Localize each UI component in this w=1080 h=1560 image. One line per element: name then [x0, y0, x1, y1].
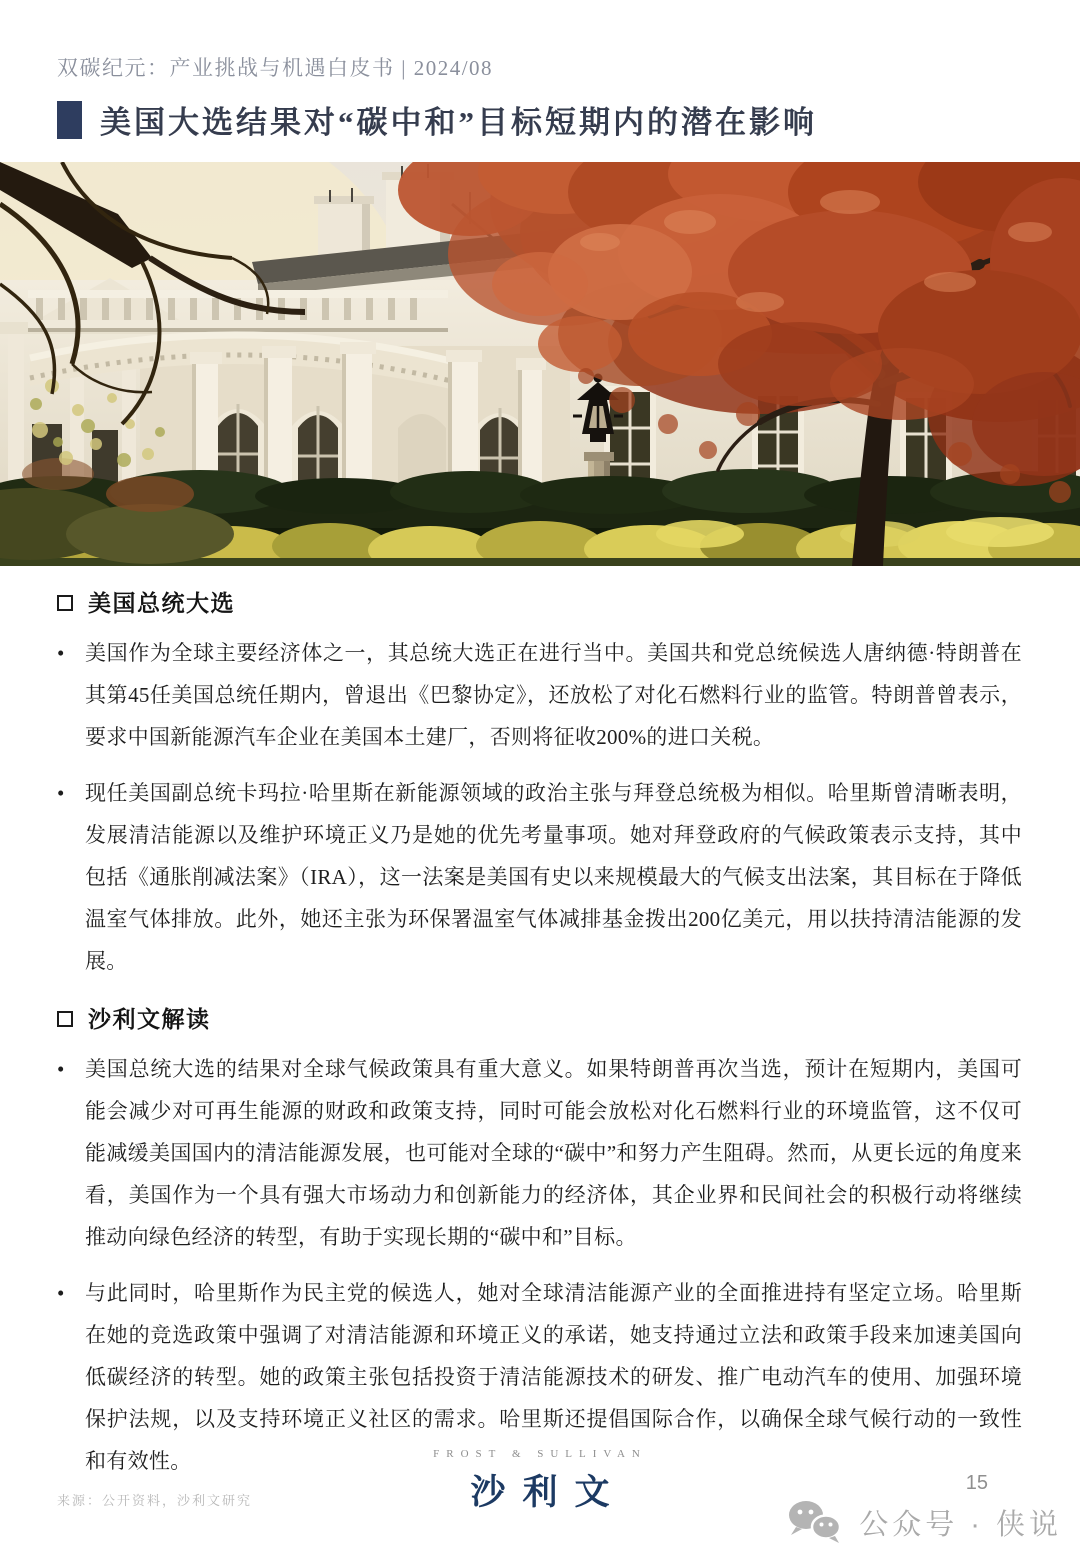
list-item [57, 772, 1022, 982]
doc-title-breadcrumb: 双碳纪元：产业挑战与机遇白皮书 | 2024/08 [57, 56, 494, 80]
page-number: 15 [965, 1472, 988, 1494]
section-heading-sullivan-insight [57, 1001, 1022, 1034]
paragraph: 与此同时，哈里斯作为民主党的候选人，她对全球清洁能源产业的全面推进持有坚定立场。哈里斯在她的竞选政策中强调了对清洁能源和环境正义的承诺，她支持通过立法和政策手段来加速美国向低碳经济的转型。她的政策主张包括投资于清洁能源技术的研发、推广电动汽车的使用、加强环境保护法规，以及支持环境正义社区的需求。哈里斯还提倡国际合作，以确保全球气候行动的一致性和有效性。 [85, 1281, 1022, 1473]
paragraph: 美国作为全球主要经济体之一，其总统大选正在进行当中。美国共和党总统候选人唐纳德·特朗普在其第45任美国总统任期内，曾退出《巴黎协定》，还放松了对化石燃料行业的监管。特朗普曾表示，要求中国新能源汽车企业在美国本土建厂，否则将征收200%的进口关税。 [85, 641, 1022, 749]
section-heading-us-election [57, 585, 1022, 618]
page-body [0, 585, 1080, 1482]
section-title: 美国总统大选 [88, 591, 235, 616]
page-title: 美国大选结果对“碳中和”目标短期内的潜在影响 [100, 105, 817, 140]
section-title: 沙利文解读 [88, 1007, 211, 1032]
wechat-watermark [785, 1498, 1062, 1546]
bullet-dot-icon: • [57, 1281, 65, 1305]
bullet-dot-icon: • [57, 781, 65, 805]
logo-name: 沙利文 [470, 1473, 627, 1512]
logo-wordmark: FROST & SULLIVAN [433, 1448, 647, 1460]
page-header [0, 0, 1080, 142]
bullet-dot-icon: • [57, 641, 65, 665]
list-item [57, 1048, 1022, 1258]
title-square-marker-icon [57, 101, 82, 139]
title-row [57, 97, 1023, 142]
watermark-label: 公众号 · 侠说 [859, 1508, 1062, 1541]
bullet-dot-icon: • [57, 1057, 65, 1081]
list-item [57, 632, 1022, 758]
paragraph: 现任美国副总统卡玛拉·哈里斯在新能源领域的政治主张与拜登总统极为相似。哈里斯曾清晰表明，发展清洁能源以及维护环境正义乃是她的优先考量事项。她对拜登政府的气候政策表示支持，其中包括《通胀削减法案》（IRA），这一法案是美国有史以来规模最大的气候支出法案，其目标在于降低温室气体排放。此外，她还主张为环保署温室气体减排基金拨出200亿美元，用以扶持清洁能源的发展。 [85, 781, 1022, 973]
wechat-icon [785, 1498, 845, 1546]
white-house-photo [0, 162, 1080, 566]
paragraph: 美国总统大选的结果对全球气候政策具有重大意义。如果特朗普再次当选，预计在短期内，美国可能会减少对可再生能源的财政和政策支持，同时可能会放松对化石燃料行业的环境监管，这不仅可能减缓美国国内的清洁能源发展，也可能对全球的“碳中”和努力产生阻碍。然而，从更长远的角度来看，美国作为一个具有强大市场动力和创新能力的经济体，其企业界和民间社会的积极行动将继续推动向绿色经济的转型，有助于实现长期的“碳中和”目标。 [85, 1057, 1022, 1249]
source-note: 来源：公开资料，沙利文研究 [57, 1493, 253, 1508]
square-outline-bullet-icon [57, 595, 73, 611]
square-outline-bullet-icon [57, 1011, 73, 1027]
